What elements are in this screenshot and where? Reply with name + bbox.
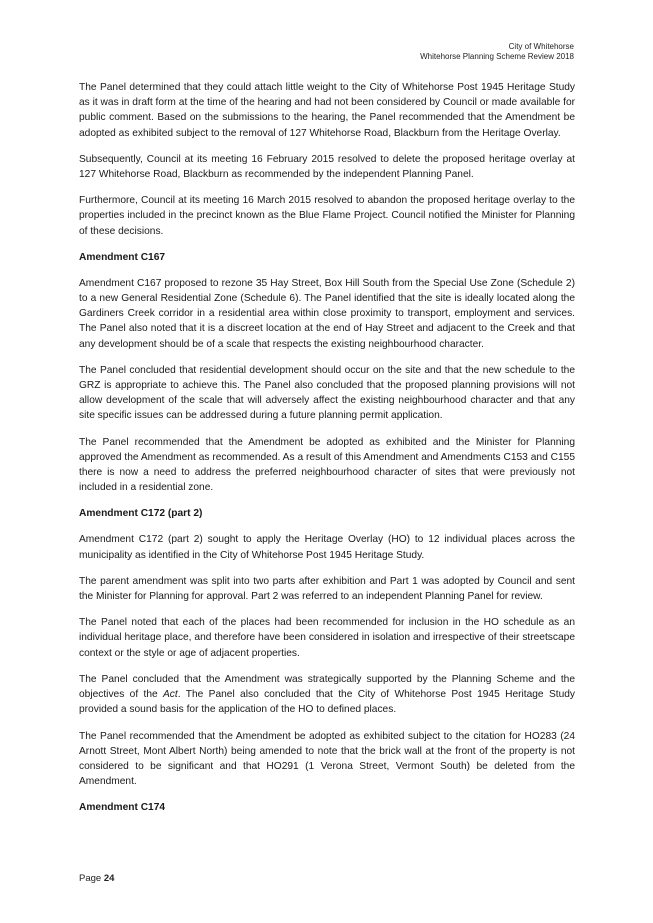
paragraph: The Panel noted that each of the places had been recommended for inclusion in the HO schedule as an individual heritage place, and therefore have been considered in isolation and irrespective of their streetscape context or the style or age of adjacent properties. [79, 617, 575, 659]
paragraph [79, 672, 575, 718]
section-heading-c174: Amendment C174 [79, 802, 166, 814]
paragraph: The parent amendment was split into two parts after exhibition and Part 1 was adopted by Council and sent the Minister for Planning for approval. Part 2 was referred to an independent Planning Panel for review. [79, 575, 575, 603]
paragraph: Subsequently, Council at its meeting 16 February 2015 resolved to delete the proposed heritage overlay at 127 Whitehorse Road, Blackburn as recommended by the independent Planning Panel. [79, 153, 575, 181]
act-emphasis: Act [163, 689, 178, 701]
header-document-title: Whitehorse Planning Scheme Review 2018 [420, 52, 574, 61]
paragraph: The Panel determined that they could attach little weight to the City of Whitehorse Post 1945 Heritage Study as it was in draft form at the time of the hearing and had not been considered by Council or made available for public comment. Based on the submissions to the hearing, the Panel recommended that the Amendment be adopted as exhibited subject to the removal of 127 Whitehorse Road, Blackburn from the Heritage Overlay. [79, 82, 575, 139]
paragraph: The Panel concluded that residential development should occur on the site and that the new schedule to the GRZ is appropriate to achieve this. The Panel also concluded that the proposed planning provisions will not allow development of the scale that will adversely affect the existing neighbourhood character and that any site specific issues can be addressed during a future planning permit application. [79, 364, 575, 422]
page-footer [79, 873, 114, 884]
paragraph: Amendment C172 (part 2) sought to apply the Heritage Overlay (HO) to 12 individual places across the municipality as identified in the City of Whitehorse Post 1945 Heritage Study. [79, 534, 575, 561]
paragraph-text: . The Panel also concluded that the City of Whitehorse Post 1945 Heritage Study provided a sound basis for the application of the HO to defined places. [79, 689, 576, 716]
paragraph-text: The Panel concluded that the Amendment was strategically supported by the Planning Scheme and the objectives of the [79, 673, 575, 701]
header-organisation: City of Whitehorse [508, 42, 574, 51]
page-label: Page [79, 873, 102, 884]
page-header [420, 42, 574, 62]
page-number: 24 [103, 873, 115, 884]
section-heading-c172: Amendment C172 (part 2) [79, 508, 203, 520]
paragraph: Furthermore, Council at its meeting 16 March 2015 resolved to abandon the proposed heritage overlay to the properties included in the precinct known as the Blue Flame Project. Council notified the Minister for Planning of these decisions. [79, 195, 575, 237]
paragraph: Amendment C167 proposed to rezone 35 Hay Street, Box Hill South from the Special Use Zone (Schedule 2) to a new General Residential Zone (Schedule 6). The Panel identified that the site is ideally located along the Gardiners Creek corridor in a residential area within close proximity to transport, employment and services. The Panel also noted that it is a discreet location at the end of Hay Street and adjacent to the Creek and that any development should be of a scale that respects the existing neighbourhood character. [79, 277, 575, 350]
paragraph: The Panel recommended that the Amendment be adopted as exhibited and the Minister for Planning approved the Amendment as recommended. As a result of this Amendment and Amendments C153 and C155 there is now a need to address the preferred neighbourhood character of sites that were previously not included in a residential zone. [79, 436, 575, 494]
document-body [79, 80, 575, 826]
paragraph: The Panel recommended that the Amendment be adopted as exhibited subject to the citation for HO283 (24 Arnott Street, Mont Albert North) being amended to note that the brick wall at the front of the property is not considered to be significant and that HO291 (1 Verona Street, Vermont South) be deleted from the Amendment. [79, 730, 575, 788]
section-heading-c167: Amendment C167 [79, 251, 166, 263]
